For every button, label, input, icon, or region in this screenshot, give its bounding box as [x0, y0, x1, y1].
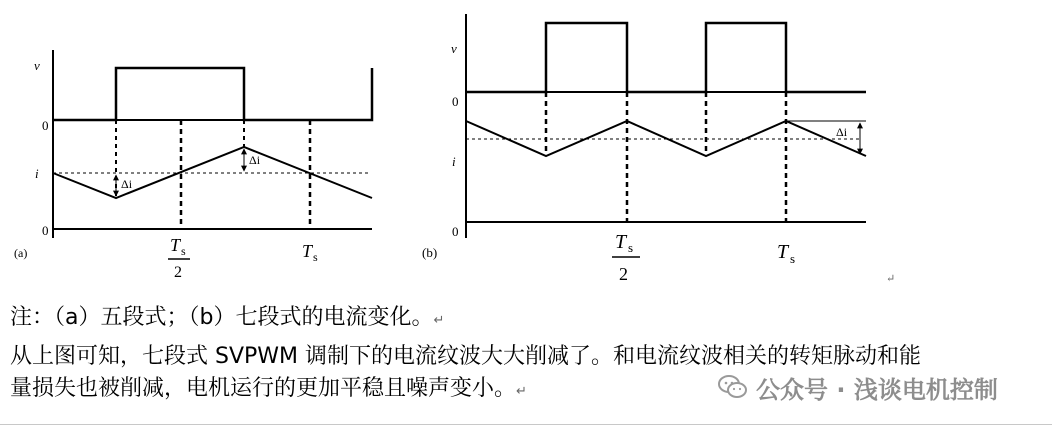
watermark-text: 公众号 · 浅谈电机控制 — [756, 375, 998, 404]
paragraph-line-2: 量损失也被削减，电机运行的更加平稳且噪声变小。 — [10, 376, 517, 401]
fig-b-voltage-pulses — [466, 23, 866, 92]
wechat-icon — [718, 374, 748, 400]
paragraph-line-1: 从上图可知，七段式 SVPWM 调制下的电流纹波大大削减了。和电流纹波相关的转矩脉动和能 — [10, 344, 922, 369]
fig-b-tick-full-sub: s — [790, 251, 796, 266]
fig-a-label-v: v — [34, 58, 40, 73]
fig-b-tick-half-den: 2 — [619, 264, 628, 284]
page-bottom-divider — [0, 424, 1052, 425]
fig-b-tick-half-num: T — [615, 231, 627, 253]
fig-a-label-i: i — [35, 166, 39, 181]
fig-b-tick-half-sub: s — [628, 240, 634, 255]
fig-a-label-delta-right: Δi — [249, 153, 261, 167]
fig-a-label-zero-top: 0 — [42, 118, 49, 133]
watermark — [718, 370, 1038, 404]
note-text: 注：（a）五段式；（b）七段式的电流变化。 — [10, 305, 434, 330]
fig-b-tick-full: T — [777, 241, 789, 263]
fig-a-tick-full-sub: s — [313, 250, 318, 264]
fig-a-label-zero-bottom: 0 — [42, 223, 49, 238]
figure-b — [422, 14, 895, 285]
fig-a-tick-half-sub: s — [181, 244, 186, 258]
fig-b-label-zero-bottom: 0 — [452, 224, 459, 239]
fig-b-paragraph-mark: ↵ — [886, 272, 896, 285]
fig-a-tick-half-den: 2 — [174, 264, 182, 281]
fig-a-caption: (a) — [14, 246, 28, 260]
fig-b-caption: (b) — [422, 245, 438, 260]
fig-a-label-delta-left: Δi — [121, 177, 133, 191]
fig-a-tick-full: T — [302, 241, 313, 261]
fig-b-label-v: v — [451, 41, 457, 56]
fig-a-voltage-pulse — [53, 68, 372, 120]
figure-a — [14, 50, 372, 281]
fig-b-label-zero-top: 0 — [452, 94, 459, 109]
paragraph-mark: ↵ — [433, 313, 445, 328]
fig-b-label-i: i — [452, 154, 456, 169]
fig-b-label-delta: Δi — [836, 125, 848, 139]
paragraph-mark-2: ↵ — [516, 384, 527, 399]
fig-a-tick-half-num: T — [170, 235, 181, 255]
figure-note — [10, 303, 444, 336]
